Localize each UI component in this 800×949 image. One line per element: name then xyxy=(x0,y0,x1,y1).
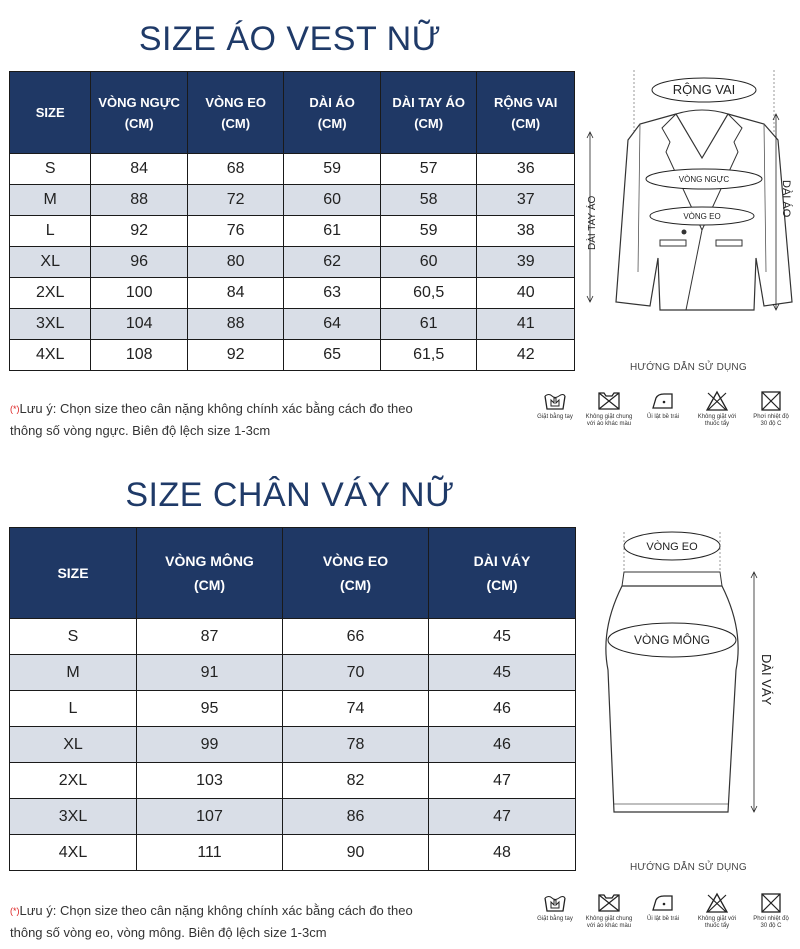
care-label: Phơi nhiệt độ 30 độ C xyxy=(753,916,789,929)
header-length: DÀI VÁY (CM) xyxy=(429,528,576,619)
value-cell: 60 xyxy=(284,185,381,216)
value-cell: 100 xyxy=(91,278,188,309)
value-cell: 65 xyxy=(284,340,381,371)
value-cell: 88 xyxy=(187,309,284,340)
iron-inside-out-icon xyxy=(636,390,690,412)
care-item xyxy=(636,390,690,421)
value-cell: 96 xyxy=(91,247,188,278)
value-cell: 61,5 xyxy=(380,340,477,371)
hip-label: VÒNG MÔNG xyxy=(633,633,711,647)
hand-wash-icon xyxy=(528,390,582,412)
care-item xyxy=(744,892,798,930)
header-shoulder: RỘNG VAI (CM) xyxy=(477,72,575,154)
care-item xyxy=(690,390,744,428)
size-cell: L xyxy=(10,216,91,247)
shoulder-label: RỘNG VAI xyxy=(672,82,736,97)
note-line-1: Lưu ý: Chọn size theo cân nặng không chính xác bằng cách đo theo xyxy=(19,401,413,416)
header-waist: VÒNG EO (CM) xyxy=(187,72,284,154)
value-cell: 95 xyxy=(137,691,283,727)
skirt-size-title: SIZE CHÂN VÁY NỮ xyxy=(125,476,455,514)
value-cell: 47 xyxy=(429,799,576,835)
value-cell: 38 xyxy=(477,216,575,247)
care-item xyxy=(528,892,582,923)
note-mark: (*) xyxy=(10,906,20,916)
no-bleach-icon xyxy=(690,390,744,412)
table-row xyxy=(10,799,576,835)
iron-inside-out-icon xyxy=(636,892,690,914)
size-cell: L xyxy=(10,691,137,727)
header-sleeve: DÀI TAY ÁO (CM) xyxy=(380,72,477,154)
value-cell: 87 xyxy=(137,619,283,655)
note-line-2: thông số vòng eo, vòng mông. Biên độ lệch size 1-3cm xyxy=(10,925,327,940)
value-cell: 108 xyxy=(91,340,188,371)
header-size: SIZE xyxy=(10,528,137,619)
value-cell: 59 xyxy=(284,154,381,185)
length-label: DÀI ÁO xyxy=(780,180,792,218)
header-waist: VÒNG EO (CM) xyxy=(283,528,429,619)
waist-label: VÒNG EO xyxy=(683,212,721,221)
value-cell: 76 xyxy=(187,216,284,247)
skirt-size-note xyxy=(10,900,480,944)
size-cell: M xyxy=(10,185,91,216)
table-row xyxy=(10,835,576,871)
sleeve-label: DÀI TAY ÁO xyxy=(587,195,598,250)
table-header-row xyxy=(10,528,576,619)
value-cell: 59 xyxy=(380,216,477,247)
vest-care-icons xyxy=(528,390,798,440)
table-row xyxy=(10,727,576,763)
skirt-size-table xyxy=(9,527,576,871)
value-cell: 111 xyxy=(137,835,283,871)
value-cell: 40 xyxy=(477,278,575,309)
no-wash-with-colors-icon xyxy=(582,892,636,914)
table-row xyxy=(10,185,575,216)
value-cell: 39 xyxy=(477,247,575,278)
vest-size-note xyxy=(10,398,480,442)
value-cell: 41 xyxy=(477,309,575,340)
value-cell: 103 xyxy=(137,763,283,799)
value-cell: 70 xyxy=(283,655,429,691)
table-row xyxy=(10,340,575,371)
size-cell: XL xyxy=(10,247,91,278)
value-cell: 84 xyxy=(187,278,284,309)
care-item xyxy=(690,892,744,930)
size-cell: 4XL xyxy=(10,340,91,371)
jacket-measurement-diagram xyxy=(578,62,800,318)
size-cell: 3XL xyxy=(10,309,91,340)
table-header-row xyxy=(10,72,575,154)
care-label: Không giặt với thuốc tẩy xyxy=(697,414,737,427)
value-cell: 63 xyxy=(284,278,381,309)
note-line-2: thông số vòng ngực. Biên độ lệch size 1-3cm xyxy=(10,423,271,438)
size-cell: S xyxy=(10,154,91,185)
hand-wash-icon xyxy=(528,892,582,914)
care-label: Giặt bằng tay xyxy=(537,916,573,922)
value-cell: 62 xyxy=(284,247,381,278)
value-cell: 92 xyxy=(187,340,284,371)
header-length: DÀI ÁO (CM) xyxy=(284,72,381,154)
value-cell: 61 xyxy=(380,309,477,340)
table-row xyxy=(10,216,575,247)
value-cell: 80 xyxy=(187,247,284,278)
table-row xyxy=(10,763,576,799)
note-line-1: Lưu ý: Chọn size theo cân nặng không chính xác bằng cách đo theo xyxy=(19,903,413,918)
length-label: DÀI VÁY xyxy=(759,654,774,706)
table-row xyxy=(10,619,576,655)
value-cell: 37 xyxy=(477,185,575,216)
value-cell: 57 xyxy=(380,154,477,185)
care-item xyxy=(636,892,690,923)
table-row xyxy=(10,247,575,278)
table-row xyxy=(10,691,576,727)
value-cell: 86 xyxy=(283,799,429,835)
no-wash-with-colors-icon xyxy=(582,390,636,412)
header-chest: VÒNG NGỰC (CM) xyxy=(91,72,188,154)
value-cell: 74 xyxy=(283,691,429,727)
size-cell: XL xyxy=(10,727,137,763)
value-cell: 36 xyxy=(477,154,575,185)
value-cell: 42 xyxy=(477,340,575,371)
table-row xyxy=(10,655,576,691)
care-label: Ủi lật bề trái xyxy=(646,414,679,420)
care-guide-title: HƯỚNG DẪN SỬ DỤNG xyxy=(630,862,747,873)
care-label: Không giặt chung với áo khác màu xyxy=(585,916,633,929)
value-cell: 48 xyxy=(429,835,576,871)
value-cell: 82 xyxy=(283,763,429,799)
table-row xyxy=(10,154,575,185)
value-cell: 91 xyxy=(137,655,283,691)
value-cell: 66 xyxy=(283,619,429,655)
size-cell: M xyxy=(10,655,137,691)
value-cell: 45 xyxy=(429,619,576,655)
table-row xyxy=(10,309,575,340)
care-item xyxy=(582,390,636,428)
value-cell: 68 xyxy=(187,154,284,185)
care-label: Không giặt với thuốc tẩy xyxy=(697,916,737,929)
vest-size-table xyxy=(9,71,575,371)
value-cell: 60,5 xyxy=(380,278,477,309)
value-cell: 104 xyxy=(91,309,188,340)
header-size: SIZE xyxy=(10,72,91,154)
value-cell: 46 xyxy=(429,691,576,727)
value-cell: 60 xyxy=(380,247,477,278)
skirt-care-icons xyxy=(528,892,798,942)
value-cell: 47 xyxy=(429,763,576,799)
table-row xyxy=(10,278,575,309)
value-cell: 58 xyxy=(380,185,477,216)
waist-label: VÒNG EO xyxy=(646,541,698,553)
size-cell: 2XL xyxy=(10,763,137,799)
care-item xyxy=(744,390,798,428)
care-item xyxy=(528,390,582,421)
care-label: Không giặt chung với áo khác màu xyxy=(585,414,633,427)
size-cell: 2XL xyxy=(10,278,91,309)
value-cell: 45 xyxy=(429,655,576,691)
chest-label: VÒNG NGỰC xyxy=(678,175,730,184)
dry-30-degree-icon xyxy=(744,892,798,914)
value-cell: 72 xyxy=(187,185,284,216)
care-label: Giặt bằng tay xyxy=(537,414,573,420)
dry-30-degree-icon xyxy=(744,390,798,412)
care-item xyxy=(582,892,636,930)
value-cell: 61 xyxy=(284,216,381,247)
value-cell: 84 xyxy=(91,154,188,185)
header-hip: VÒNG MÔNG (CM) xyxy=(137,528,283,619)
size-cell: S xyxy=(10,619,137,655)
value-cell: 90 xyxy=(283,835,429,871)
size-cell: 4XL xyxy=(10,835,137,871)
skirt-measurement-diagram xyxy=(590,520,796,830)
value-cell: 78 xyxy=(283,727,429,763)
value-cell: 107 xyxy=(137,799,283,835)
care-label: Phơi nhiệt độ 30 độ C xyxy=(753,414,789,427)
no-bleach-icon xyxy=(690,892,744,914)
care-guide-title: HƯỚNG DẪN SỬ DỤNG xyxy=(630,362,747,373)
size-cell: 3XL xyxy=(10,799,137,835)
note-mark: (*) xyxy=(10,404,20,414)
care-label: Ủi lật bề trái xyxy=(646,916,679,922)
value-cell: 88 xyxy=(91,185,188,216)
value-cell: 64 xyxy=(284,309,381,340)
value-cell: 92 xyxy=(91,216,188,247)
vest-size-title: SIZE ÁO VEST NỮ xyxy=(138,20,442,58)
value-cell: 46 xyxy=(429,727,576,763)
value-cell: 99 xyxy=(137,727,283,763)
